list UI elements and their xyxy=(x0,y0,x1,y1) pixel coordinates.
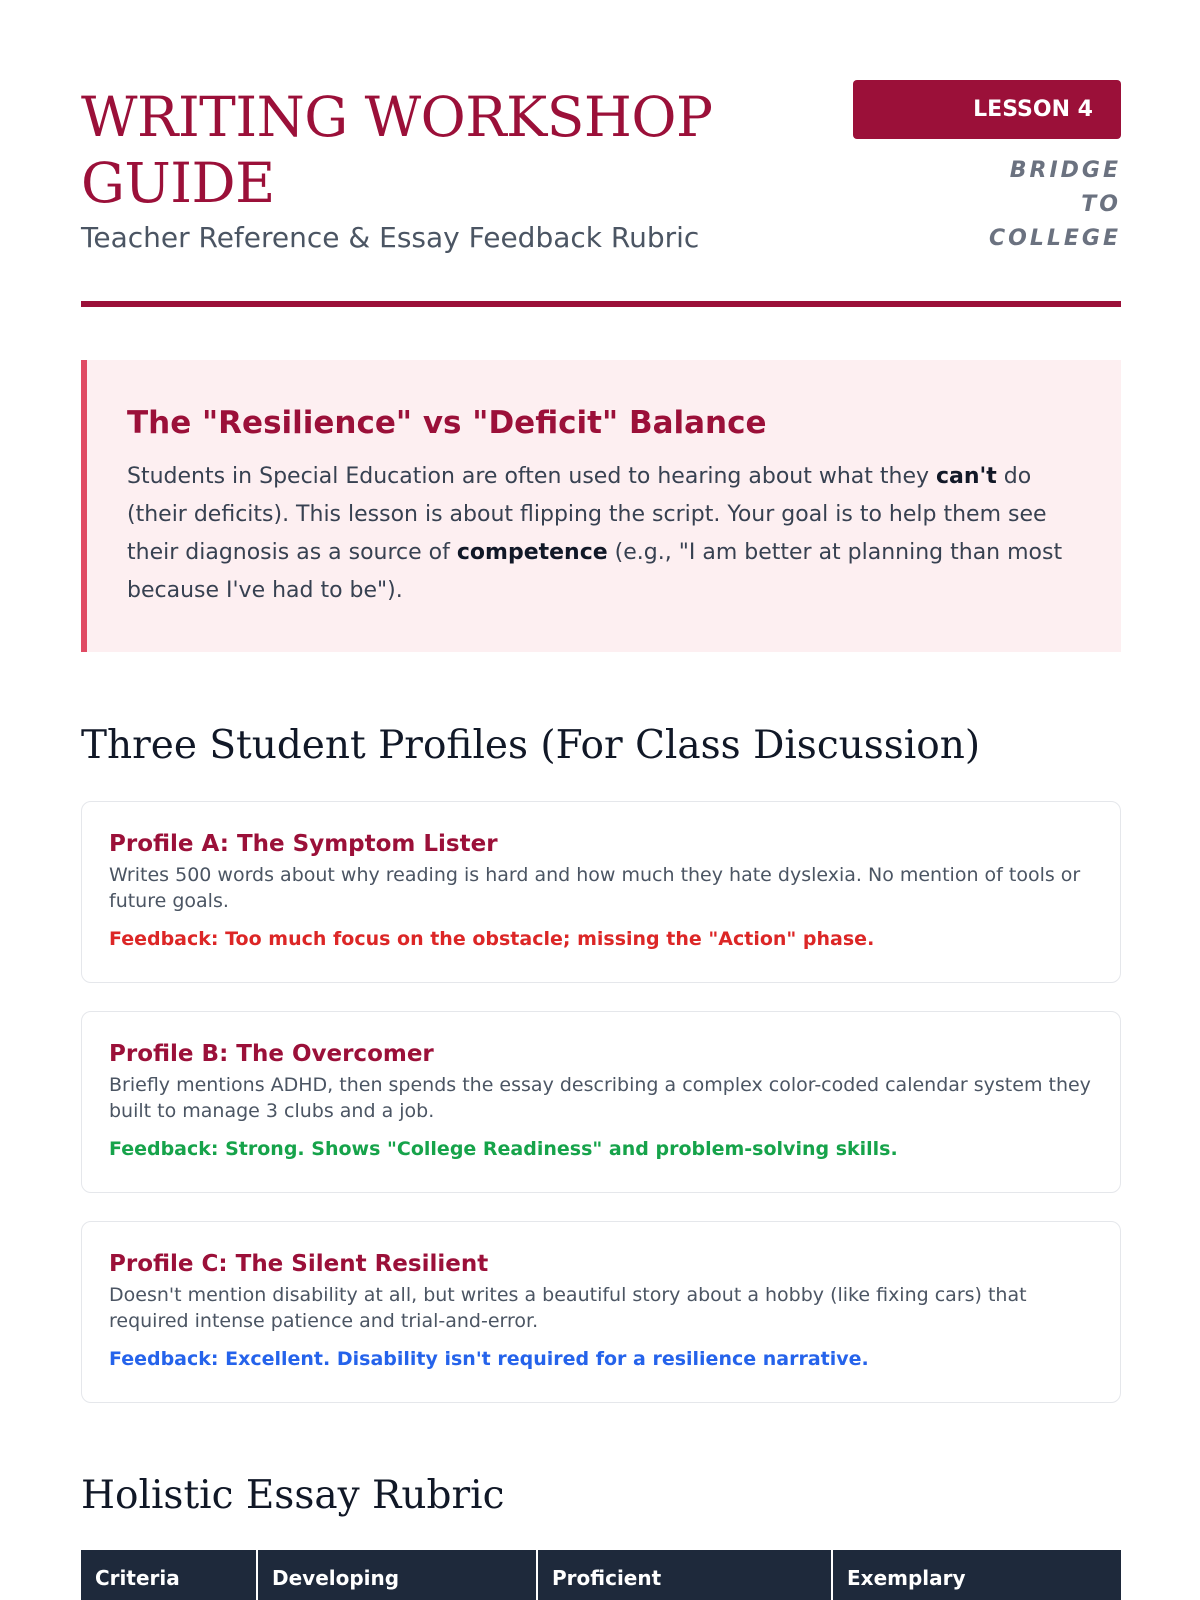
page-header xyxy=(81,80,1121,305)
rubric-column-header: Developing xyxy=(257,1550,537,1600)
rubric-header-row xyxy=(81,1550,1121,1600)
callout-text: Students in Special Education are often used to hearing about what they xyxy=(127,464,936,489)
profile-feedback: Feedback: Too much focus on the obstacle; missing the "Action" phase. xyxy=(109,928,875,950)
profile-card xyxy=(81,801,1121,983)
rubric-table xyxy=(81,1550,1121,1600)
callout-title: The "Resilience" vs "Deficit" Balance xyxy=(127,405,767,441)
callout-emphasis: competence xyxy=(456,540,608,565)
callout-body xyxy=(127,458,1081,610)
rubric-column-header: Criteria xyxy=(81,1550,257,1600)
rubric-column-header: Proficient xyxy=(537,1550,832,1600)
lesson-badge: LESSON 4 xyxy=(853,80,1121,139)
profile-feedback: Feedback: Strong. Shows "College Readiness" and problem-solving skills. xyxy=(109,1138,898,1160)
page-subtitle: Teacher Reference & Essay Feedback Rubric xyxy=(81,221,700,254)
profile-title: Profile B: The Overcomer xyxy=(109,1041,434,1067)
profile-title: Profile A: The Symptom Lister xyxy=(109,831,498,857)
header-divider xyxy=(81,301,1121,307)
program-name: BRIDGE TO COLLEGE xyxy=(989,158,1121,251)
balance-callout xyxy=(81,360,1121,652)
profile-card xyxy=(81,1011,1121,1193)
rubric-heading: Holistic Essay Rubric xyxy=(81,1473,505,1518)
callout-text: do (their deficits). This lesson is about flipping the script. Your goal is to help them see their diagnosis as a source of xyxy=(127,464,1047,565)
profile-description: Briefly mentions ADHD, then spends the essay describing a complex color-coded calendar system they built to manage 3 clubs and a job. xyxy=(109,1074,1091,1122)
profile-title: Profile C: The Silent Resilient xyxy=(109,1251,489,1277)
profile-description: Writes 500 words about why reading is hard and how much they hate dyslexia. No mention of tools or future goals. xyxy=(109,864,1081,912)
rubric-column-header: Exemplary xyxy=(832,1550,1121,1600)
profiles-heading: Three Student Profiles (For Class Discussion) xyxy=(81,723,981,768)
callout-text: (e.g., "I am better at planning than most because I've had to be"). xyxy=(127,540,1063,603)
profile-description: Doesn't mention disability at all, but writes a beautiful story about a hobby (like fixing cars) that required intense patience and trial-and-error. xyxy=(109,1284,1027,1332)
profile-card xyxy=(81,1221,1121,1403)
page-title: WRITING WORKSHOP GUIDE xyxy=(81,85,713,215)
callout-emphasis: can't xyxy=(936,464,997,489)
profile-feedback: Feedback: Excellent. Disability isn't required for a resilience narrative. xyxy=(109,1348,869,1370)
